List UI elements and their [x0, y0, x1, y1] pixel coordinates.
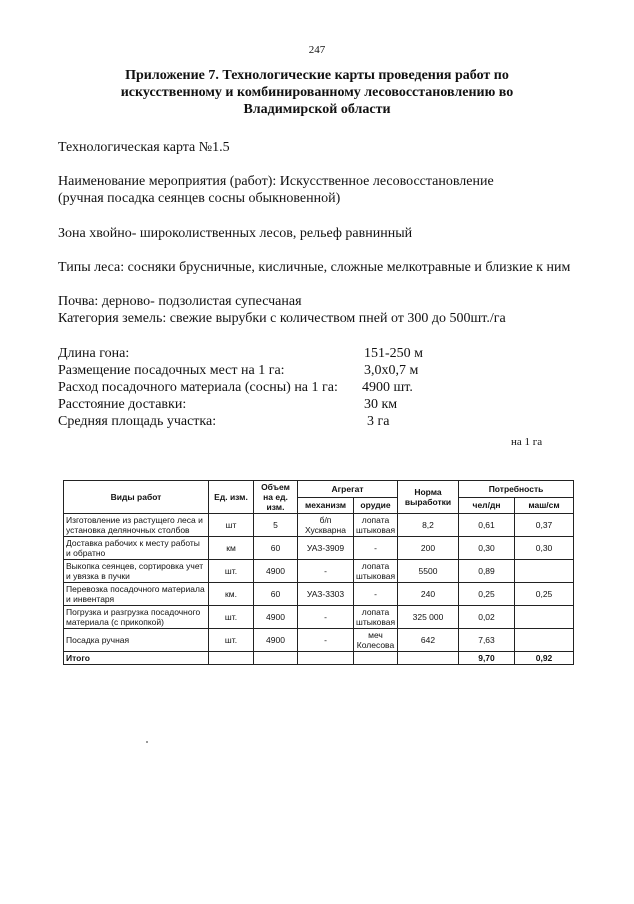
- param-row: [58, 345, 424, 362]
- cell-unit: шт.: [209, 560, 254, 583]
- cell-empty: [298, 652, 354, 665]
- cell-tool: -: [354, 537, 398, 560]
- title-line: искусственному и комбинированному лесовосстановлению во: [120, 85, 514, 100]
- cell-tool: лопата штыковая: [354, 560, 398, 583]
- title-line: Владимирской области: [243, 102, 391, 117]
- cell-mechanism: -: [298, 560, 354, 583]
- table-row: [64, 514, 574, 537]
- cell-norm: 240: [398, 583, 459, 606]
- col-tool: орудие: [354, 497, 398, 514]
- col-aggregate: Агрегат: [298, 481, 398, 498]
- cell-machine-shifts: [515, 606, 574, 629]
- cell-total-person-days: 9,70: [459, 652, 515, 665]
- cell-work: Выкопка сеянцев, сортировка учет и увязка в пучки: [64, 560, 209, 583]
- cell-mechanism: -: [298, 606, 354, 629]
- unit-note: на 1 га: [511, 436, 543, 448]
- cell-norm: 325 000: [398, 606, 459, 629]
- card-title: Технологическая карта №1.5: [58, 140, 230, 155]
- cell-volume: 60: [254, 537, 298, 560]
- param-value: 3,0х0,7 м: [364, 363, 419, 378]
- param-label: Средняя площадь участка:: [58, 414, 217, 429]
- cell-person-days: 0,30: [459, 537, 515, 560]
- cell-volume: 4900: [254, 560, 298, 583]
- col-work-types: Виды работ: [64, 481, 209, 514]
- cell-norm: 5500: [398, 560, 459, 583]
- col-machine-shifts: маш/см: [515, 497, 574, 514]
- cell-norm: 200: [398, 537, 459, 560]
- cell-tool: лопата штыковая: [354, 514, 398, 537]
- cell-machine-shifts: [515, 560, 574, 583]
- param-row: [58, 413, 390, 430]
- table-row: [64, 537, 574, 560]
- cell-mechanism: УАЗ-3303: [298, 583, 354, 606]
- param-row: [58, 379, 413, 396]
- parameters-list: [58, 345, 424, 430]
- works-table: [63, 480, 574, 665]
- cell-machine-shifts: 0,30: [515, 537, 574, 560]
- cell-unit: шт.: [209, 606, 254, 629]
- param-label: Размещение посадочных мест на 1 га:: [58, 363, 285, 378]
- param-row: [58, 362, 419, 379]
- cell-unit: шт: [209, 514, 254, 537]
- cell-work: Погрузка и разгрузка посадочного материала (с прикопкой): [64, 606, 209, 629]
- cell-work: Изготовление из растущего леса и установка деляночных столбов: [64, 514, 209, 537]
- param-value: 4900 шт.: [362, 380, 413, 395]
- cell-unit: шт.: [209, 629, 254, 652]
- table-row: [64, 560, 574, 583]
- cell-empty: [254, 652, 298, 665]
- table-row: [64, 629, 574, 652]
- param-row: [58, 396, 398, 413]
- col-need: Потребность: [459, 481, 574, 498]
- cell-person-days: 0,61: [459, 514, 515, 537]
- page-number: 247: [308, 44, 326, 56]
- cell-empty: [209, 652, 254, 665]
- cell-total-machine-shifts: 0,92: [515, 652, 574, 665]
- zone-text: Зона хвойно- широколиственных лесов, рельеф равнинный: [58, 226, 413, 241]
- cell-work: Перевозка посадочного материала и инвентаря: [64, 583, 209, 606]
- forest-types-text: Типы леса: сосняки брусничные, кисличные, сложные мелкотравные и близкие к ним: [58, 260, 571, 275]
- col-norm: Норма выработки: [398, 481, 459, 514]
- cell-tool: лопата штыковая: [354, 606, 398, 629]
- cell-tool: -: [354, 583, 398, 606]
- col-person-days: чел/дн: [459, 497, 515, 514]
- cell-person-days: 0,89: [459, 560, 515, 583]
- cell-work: Посадка ручная: [64, 629, 209, 652]
- scan-speck: [146, 741, 148, 743]
- cell-person-days: 7,63: [459, 629, 515, 652]
- param-label: Длина гона:: [58, 346, 130, 361]
- cell-total-label: Итого: [64, 652, 209, 665]
- cell-machine-shifts: 0,37: [515, 514, 574, 537]
- cell-volume: 4900: [254, 606, 298, 629]
- appendix-title: [82, 67, 552, 118]
- param-value: 30 км: [364, 397, 398, 412]
- cell-norm: 8,2: [398, 514, 459, 537]
- land-category-text: Категория земель: свежие вырубки с количеством пней от 300 до 500шт./га: [58, 311, 506, 326]
- table-header-row: [64, 481, 574, 498]
- soil-text: Почва: дерново- подзолистая супесчаная: [58, 294, 302, 309]
- table-row: [64, 606, 574, 629]
- cell-machine-shifts: 0,25: [515, 583, 574, 606]
- table-total-row: [64, 652, 574, 665]
- cell-work: Доставка рабочих к месту работы и обратно: [64, 537, 209, 560]
- cell-volume: 5: [254, 514, 298, 537]
- param-label: Расстояние доставки:: [58, 397, 187, 412]
- cell-person-days: 0,02: [459, 606, 515, 629]
- title-line: Приложение 7. Технологические карты проведения работ по: [125, 68, 509, 83]
- cell-unit: км.: [209, 583, 254, 606]
- cell-volume: 4900: [254, 629, 298, 652]
- cell-machine-shifts: [515, 629, 574, 652]
- param-value: 151-250 м: [364, 346, 424, 361]
- cell-tool: меч Колесова: [354, 629, 398, 652]
- cell-empty: [354, 652, 398, 665]
- cell-person-days: 0,25: [459, 583, 515, 606]
- param-label: Расход посадочного материала (сосны) на 1 га:: [58, 380, 338, 395]
- cell-mechanism: УАЗ-3909: [298, 537, 354, 560]
- param-value: 3 га: [367, 414, 390, 429]
- col-volume: Объем на ед. изм.: [254, 481, 298, 514]
- cell-unit: км: [209, 537, 254, 560]
- activity-line: (ручная посадка сеянцев сосны обыкновенной): [58, 191, 341, 206]
- cell-norm: 642: [398, 629, 459, 652]
- col-mechanism: механизм: [298, 497, 354, 514]
- cell-volume: 60: [254, 583, 298, 606]
- cell-mechanism: б/п Хускварна: [298, 514, 354, 537]
- table-row: [64, 583, 574, 606]
- cell-mechanism: -: [298, 629, 354, 652]
- col-unit: Ед. изм.: [209, 481, 254, 514]
- cell-empty: [398, 652, 459, 665]
- activity-line: Наименование мероприятия (работ): Искусственное лесовосстановление: [58, 174, 494, 189]
